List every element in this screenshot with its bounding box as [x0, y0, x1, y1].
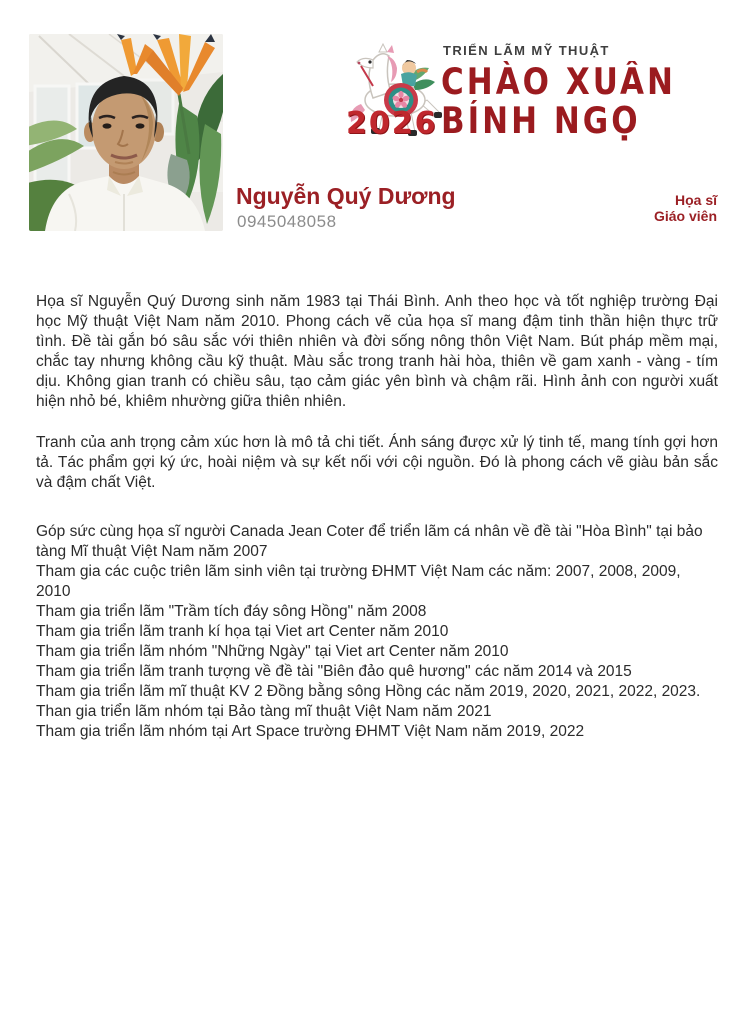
event-label: TRIỂN LÃM MỸ THUẬT [443, 43, 610, 58]
bio-paragraph-2: Tranh của anh trọng cảm xúc hơn là mô tả chi tiết. Ánh sáng được xử lý tinh tế, mang tính gợi hơn tả. Tác phẩm gợi ký ức, hoài niệm và sự kết nối với cội nguồn. Đó là phong cách vẽ giàu bản sắc và đậm chất Việt. [36, 434, 718, 491]
exhibition-item: Tham gia triển lãm tranh tượng về đề tài "Biên đảo quê hương" các năm 2014 và 2015 [36, 663, 632, 680]
artist-name: Nguyễn Quý Dương [236, 183, 456, 209]
portrait-photo-illustration [29, 34, 223, 231]
artist-portrait-photo [29, 34, 223, 231]
event-year: 2026 [346, 106, 438, 141]
bio-content [36, 292, 718, 742]
event-title-line1: CHÀO XUÂN [441, 61, 676, 104]
bio-paragraph-1: Họa sĩ Nguyễn Quý Dương sinh năm 1983 tại Thái Bình. Anh theo học và tốt nghiệp trường Đại học Mỹ thuật Việt Nam năm 2010. Phong cách vẽ của họa sĩ mang đậm tinh thần hiện thực trữ tình. Đề tài gắn bó sâu sắc với thiên nhiên và đời sống nông thôn Việt Nam. Bút pháp mềm mại, chắc tay nhưng không cầu kỹ thuật. Màu sắc trong tranh hài hòa, thiên về gam xanh - vàng - tím dịu. Không gian tranh có chiều sâu, tạo cảm giác yên bình và chậm rãi. Hình ảnh con người xuất hiện nhỏ bé, khiêm nhường giữa thiên nhiên. [36, 293, 718, 410]
exhibition-item: Tham gia triển lãm nhóm "Những Ngày" tại Viet art Center năm 2010 [36, 643, 509, 660]
exhibition-item: Tham gia triển lãm "Trầm tích đáy sông Hồng" năm 2008 [36, 603, 427, 620]
exhibition-item: Tham gia triển lãm tranh kí họa tại Viet art Center năm 2010 [36, 623, 449, 640]
exhibition-list [36, 522, 718, 742]
exhibition-item: Tham gia triển lãm mĩ thuật KV 2 Đồng bằng sông Hồng các năm 2019, 2020, 2021, 2022, 2023. [36, 683, 701, 700]
artist-role-teacher: Giáo viên [653, 208, 717, 224]
artist-phone: 0945048058 [237, 212, 337, 231]
exhibition-item: Tham gia các cuộc triên lãm sinh viên tại trường ĐHMT Việt Nam các năm: 2007, 2008, 2009, 2010 [36, 563, 681, 600]
artist-role-painter: Họa sĩ [674, 192, 717, 208]
exhibition-item: Tham gia triển lãm nhóm tại Art Space trường ĐHMT Việt Nam năm 2019, 2022 [36, 723, 585, 740]
artist-roles [654, 192, 717, 224]
event-title-line2: BÍNH NGỌ [441, 100, 641, 143]
exhibition-item: Than gia triển lãm nhóm tại Bảo tàng mĩ thuật Việt Nam năm 2021 [36, 703, 492, 720]
exhibition-item: Góp sức cùng họa sĩ người Canada Jean Coter để triển lãm cá nhân về đề tài "Hòa Bình" tại bảo tàng Mĩ thuật Việt Nam năm 2007 [36, 523, 703, 560]
